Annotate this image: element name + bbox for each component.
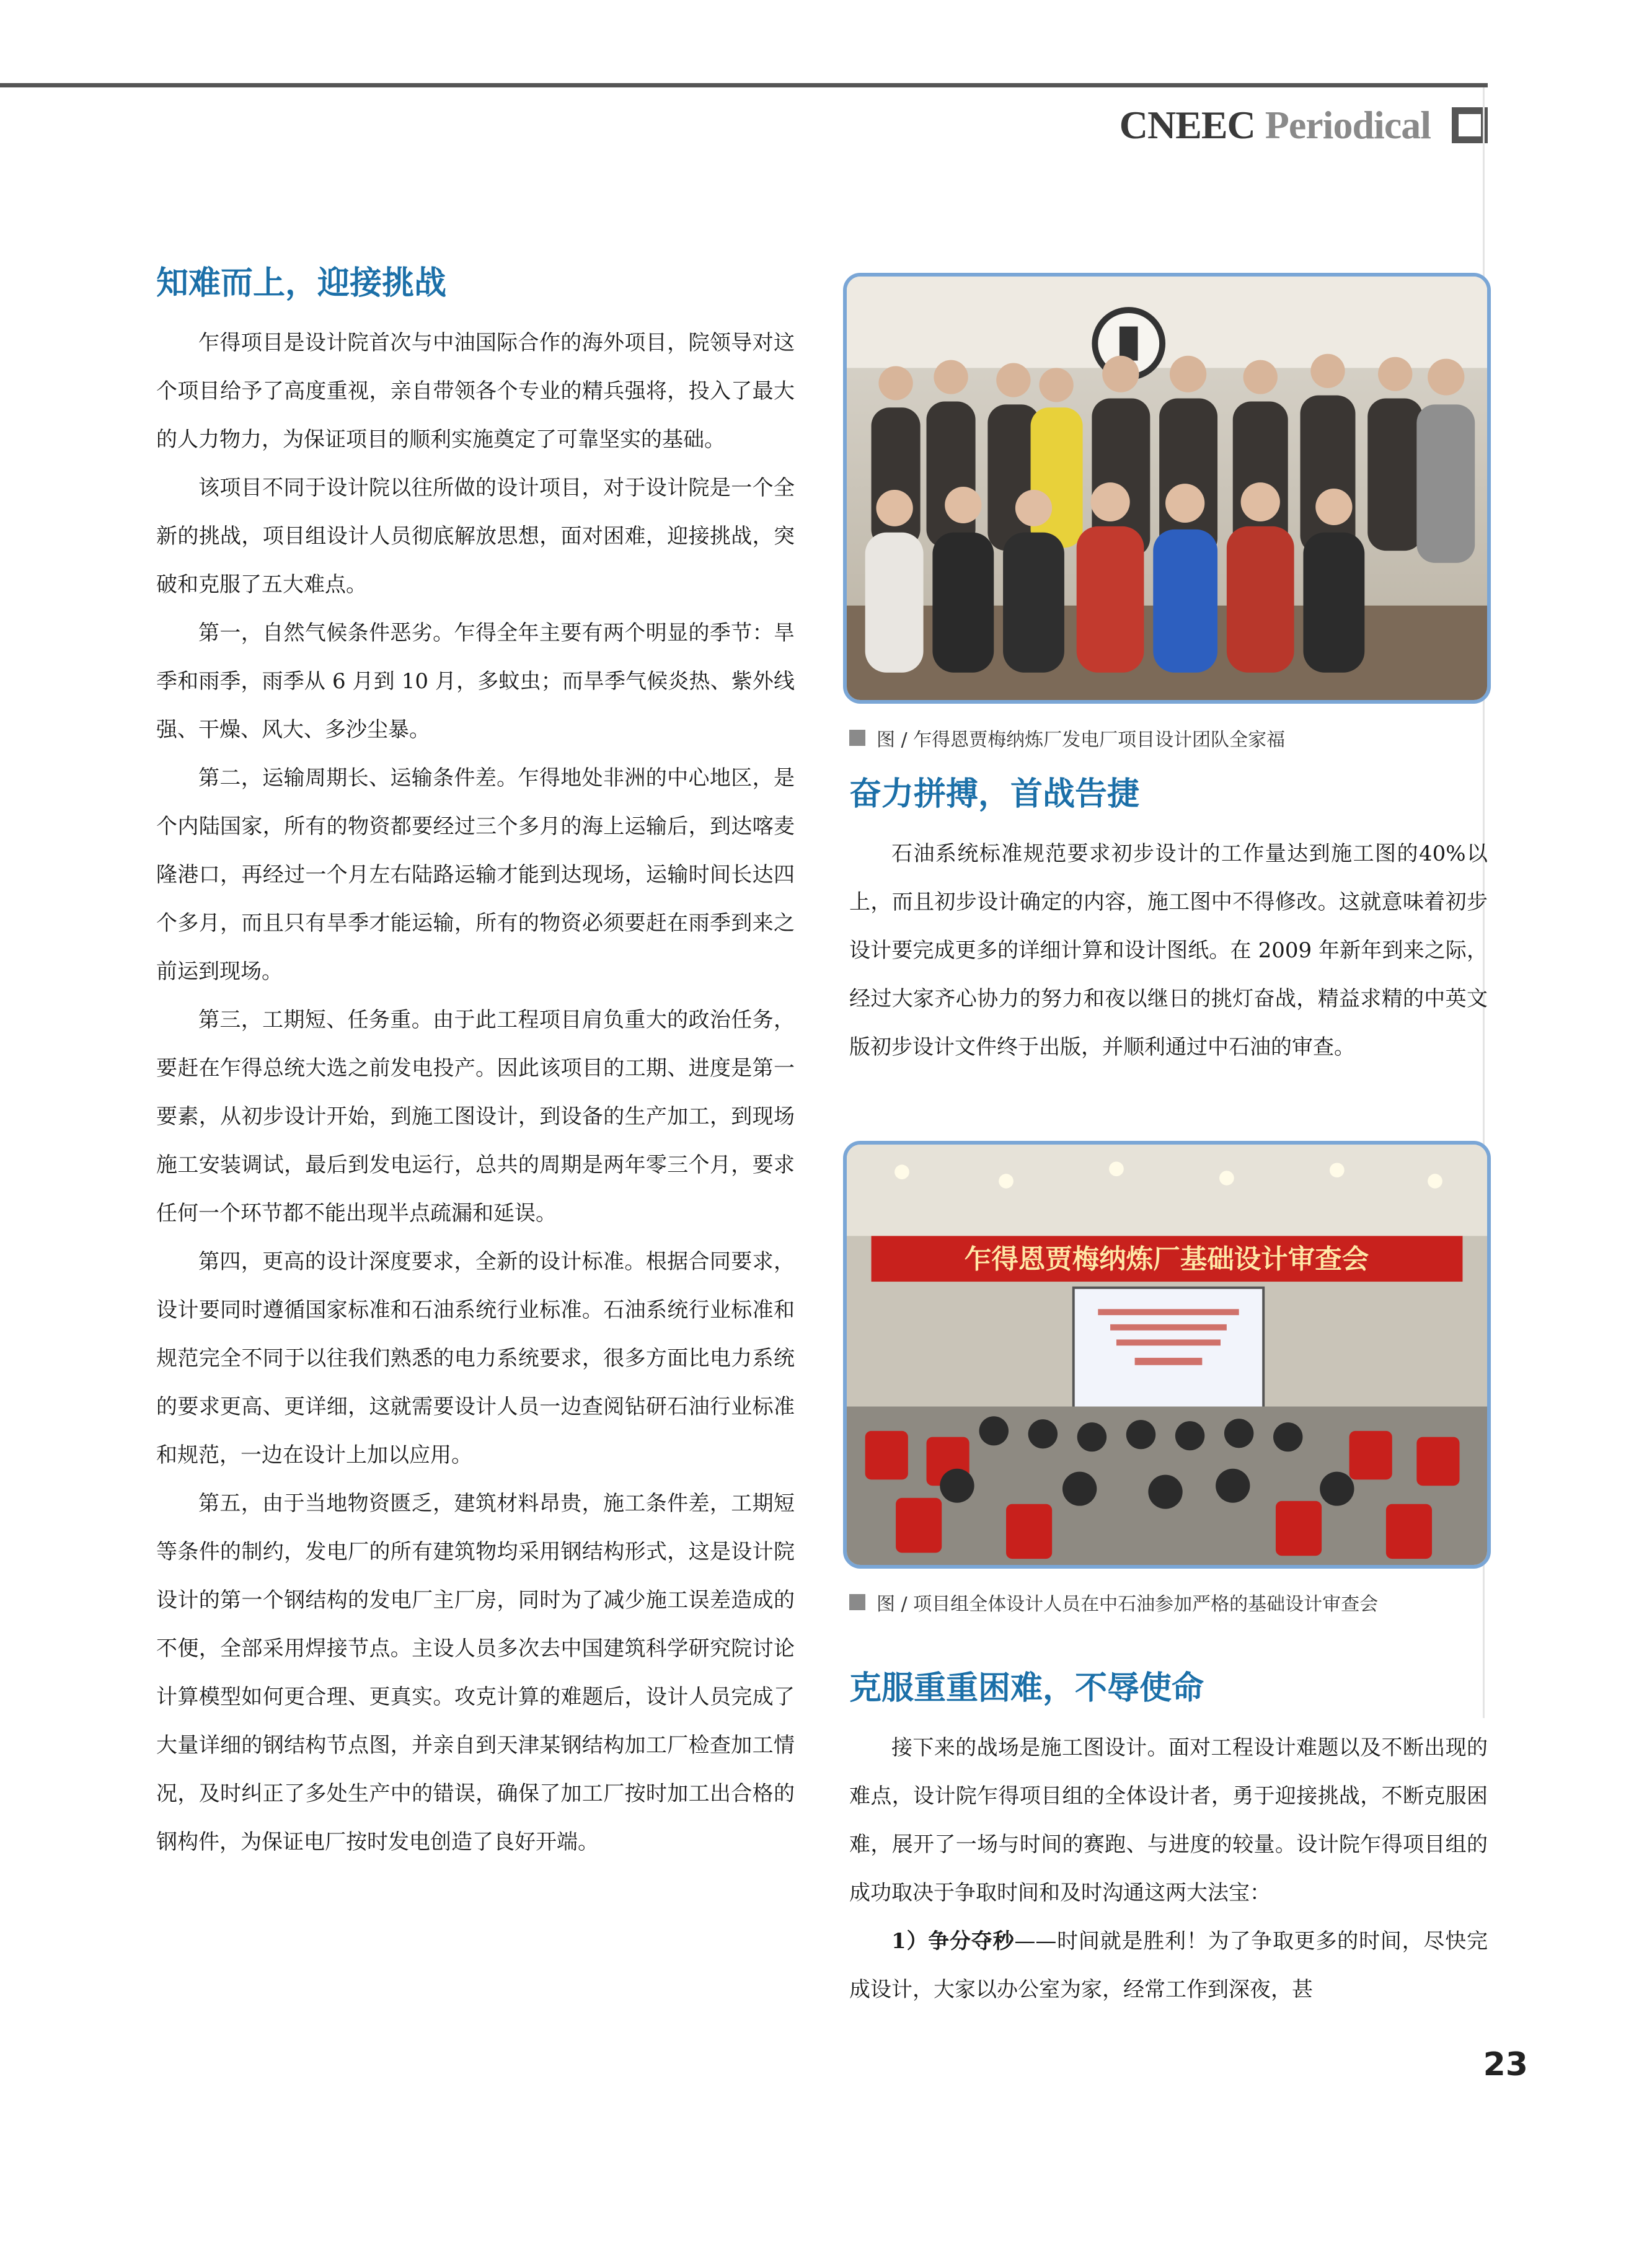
paragraph: 第四，更高的设计深度要求，全新的设计标准。根据合同要求，设计要同时遵循国家标准和石油系统行业标准。石油系统行业标准和规范完全不同于以往我们熟悉的电力系统要求，很多方面比电力系统的要求更高、更详细，这就需要设计人员一边查阅钻研石油行业标准和规范，一边在设计上加以应用。 xyxy=(156,1249,795,1468)
paragraph: 乍得项目是设计院首次与中油国际合作的海外项目，院领导对这个项目给予了高度重视，亲自带领各个专业的精兵强将，投入了最大的人力物力，为保证项目的顺利实施奠定了可靠坚实的基础。 xyxy=(156,330,795,452)
caption-square-icon xyxy=(849,1594,865,1610)
right-column-section-3 xyxy=(849,1668,1488,2014)
masthead-cneec: CNEEC xyxy=(1119,103,1255,147)
meeting-banner-text: 乍得恩贾梅纳炼厂基础设计审查会 xyxy=(964,1244,1369,1275)
team-group-photo xyxy=(843,273,1491,704)
paragraph: 第五，由于当地物资匮乏，建筑材料昂贵，施工条件差，工期短等条件的制约，发电厂的所有建筑物均采用钢结构形式，这是设计院设计的第一个钢结构的发电厂主厂房，同时为了减少施工误差造成的不便，全部采用焊接节点。主设人员多次去中国建筑科学研究院讨论计算模型如何更合理、更真实。攻克计算的难题后，设计人员完成了大量详细的钢结构节点图，并亲自到天津某钢结构加工厂检查加工情况，及时纠正了多处生产中的错误，确保了加工厂按时加工出合格的钢构件，为保证电厂按时发电创造了良好开端。 xyxy=(156,1491,795,1854)
caption-square-icon xyxy=(849,730,865,746)
paragraph: 该项目不同于设计院以往所做的设计项目，对于设计院是一个全新的挑战，项目组设计人员彻底解放思想，面对困难，迎接挑战，突破和克服了五大难点。 xyxy=(156,475,795,597)
photo-caption-2 xyxy=(849,1588,1378,1616)
masthead-periodical: Periodical xyxy=(1265,103,1431,147)
section-heading-2: 奋力拼搏，首战告捷 xyxy=(849,776,1140,813)
photo-caption-1 xyxy=(849,724,1285,751)
meeting-photo-illustration xyxy=(847,1145,1487,1565)
section-heading-3: 克服重重困难，不辱使命 xyxy=(849,1670,1204,1707)
section-heading-1: 知难而上，迎接挑战 xyxy=(156,265,447,302)
paragraph: 接下来的战场是施工图设计。面对工程设计难题以及不断出现的难点，设计院乍得项目组的全体设计者，勇于迎接挑战，不断克服困难，展开了一场与时间的赛跑、与进度的较量。设计院乍得项目组的成功取决于争取时间和及时沟通这两大法宝： xyxy=(849,1735,1488,1905)
paragraph: 第二，运输周期长、运输条件差。乍得地处非洲的中心地区，是个内陆国家，所有的物资都要经过三个多月的海上运输后，到达喀麦隆港口，再经过一个月左右陆路运输才能到达现场，运输时间长达四个多月，而且只有旱季才能运输，所有的物资必须要赶在雨季到来之前运到现场。 xyxy=(156,765,795,984)
review-meeting-photo xyxy=(843,1141,1491,1569)
item-1-lead: 1）争分夺秒 xyxy=(891,1928,1015,1954)
paragraph: 石油系统标准规范要求初步设计的工作量达到施工图的40%以上，而且初步设计确定的内容，施工图中不得修改。这就意味着初步设计要完成更多的详细计算和设计图纸。在 2009 年新年到来之际，经过大家齐心协力的努力和夜以继日的挑灯奋战，精益求精的中英文版初步设计文件终于出版，并顺利通过中石油的审查。 xyxy=(849,841,1488,1060)
caption-text: 图 / 乍得恩贾梅纳炼厂发电厂项目设计团队全家福 xyxy=(877,729,1286,751)
caption-text: 图 / 项目组全体设计人员在中石油参加严格的基础设计审查会 xyxy=(877,1593,1379,1615)
masthead xyxy=(1120,102,1488,148)
paragraph-item-1 xyxy=(849,1917,1488,2014)
team-photo-illustration xyxy=(847,277,1487,700)
paragraph: 第一，自然气候条件恶劣。乍得全年主要有两个明显的季节：旱季和雨季，雨季从 6 月到 10 月，多蚊虫；而旱季气候炎热、紫外线强、干燥、风大、多沙尘暴。 xyxy=(156,620,795,742)
left-column xyxy=(156,263,795,1866)
header-rule xyxy=(0,83,1488,87)
page-number: 23 xyxy=(1483,2046,1528,2083)
item-1-text: ——时间就是胜利！为了争取更多的时间，尽快完成设计，大家以办公室为家，经常工作到深夜，甚 xyxy=(849,1928,1488,2002)
paragraph: 第三，工期短、任务重。由于此工程项目肩负重大的政治任务，要赶在乍得总统大选之前发电投产。因此该项目的工期、进度是第一要素，从初步设计开始，到施工图设计，到设备的生产加工，到现场施工安装调试，最后到发电运行，总共的周期是两年零三个月，要求任何一个环节都不能出现半点疏漏和延误。 xyxy=(156,1007,795,1226)
right-column-section-2 xyxy=(849,774,1488,1071)
